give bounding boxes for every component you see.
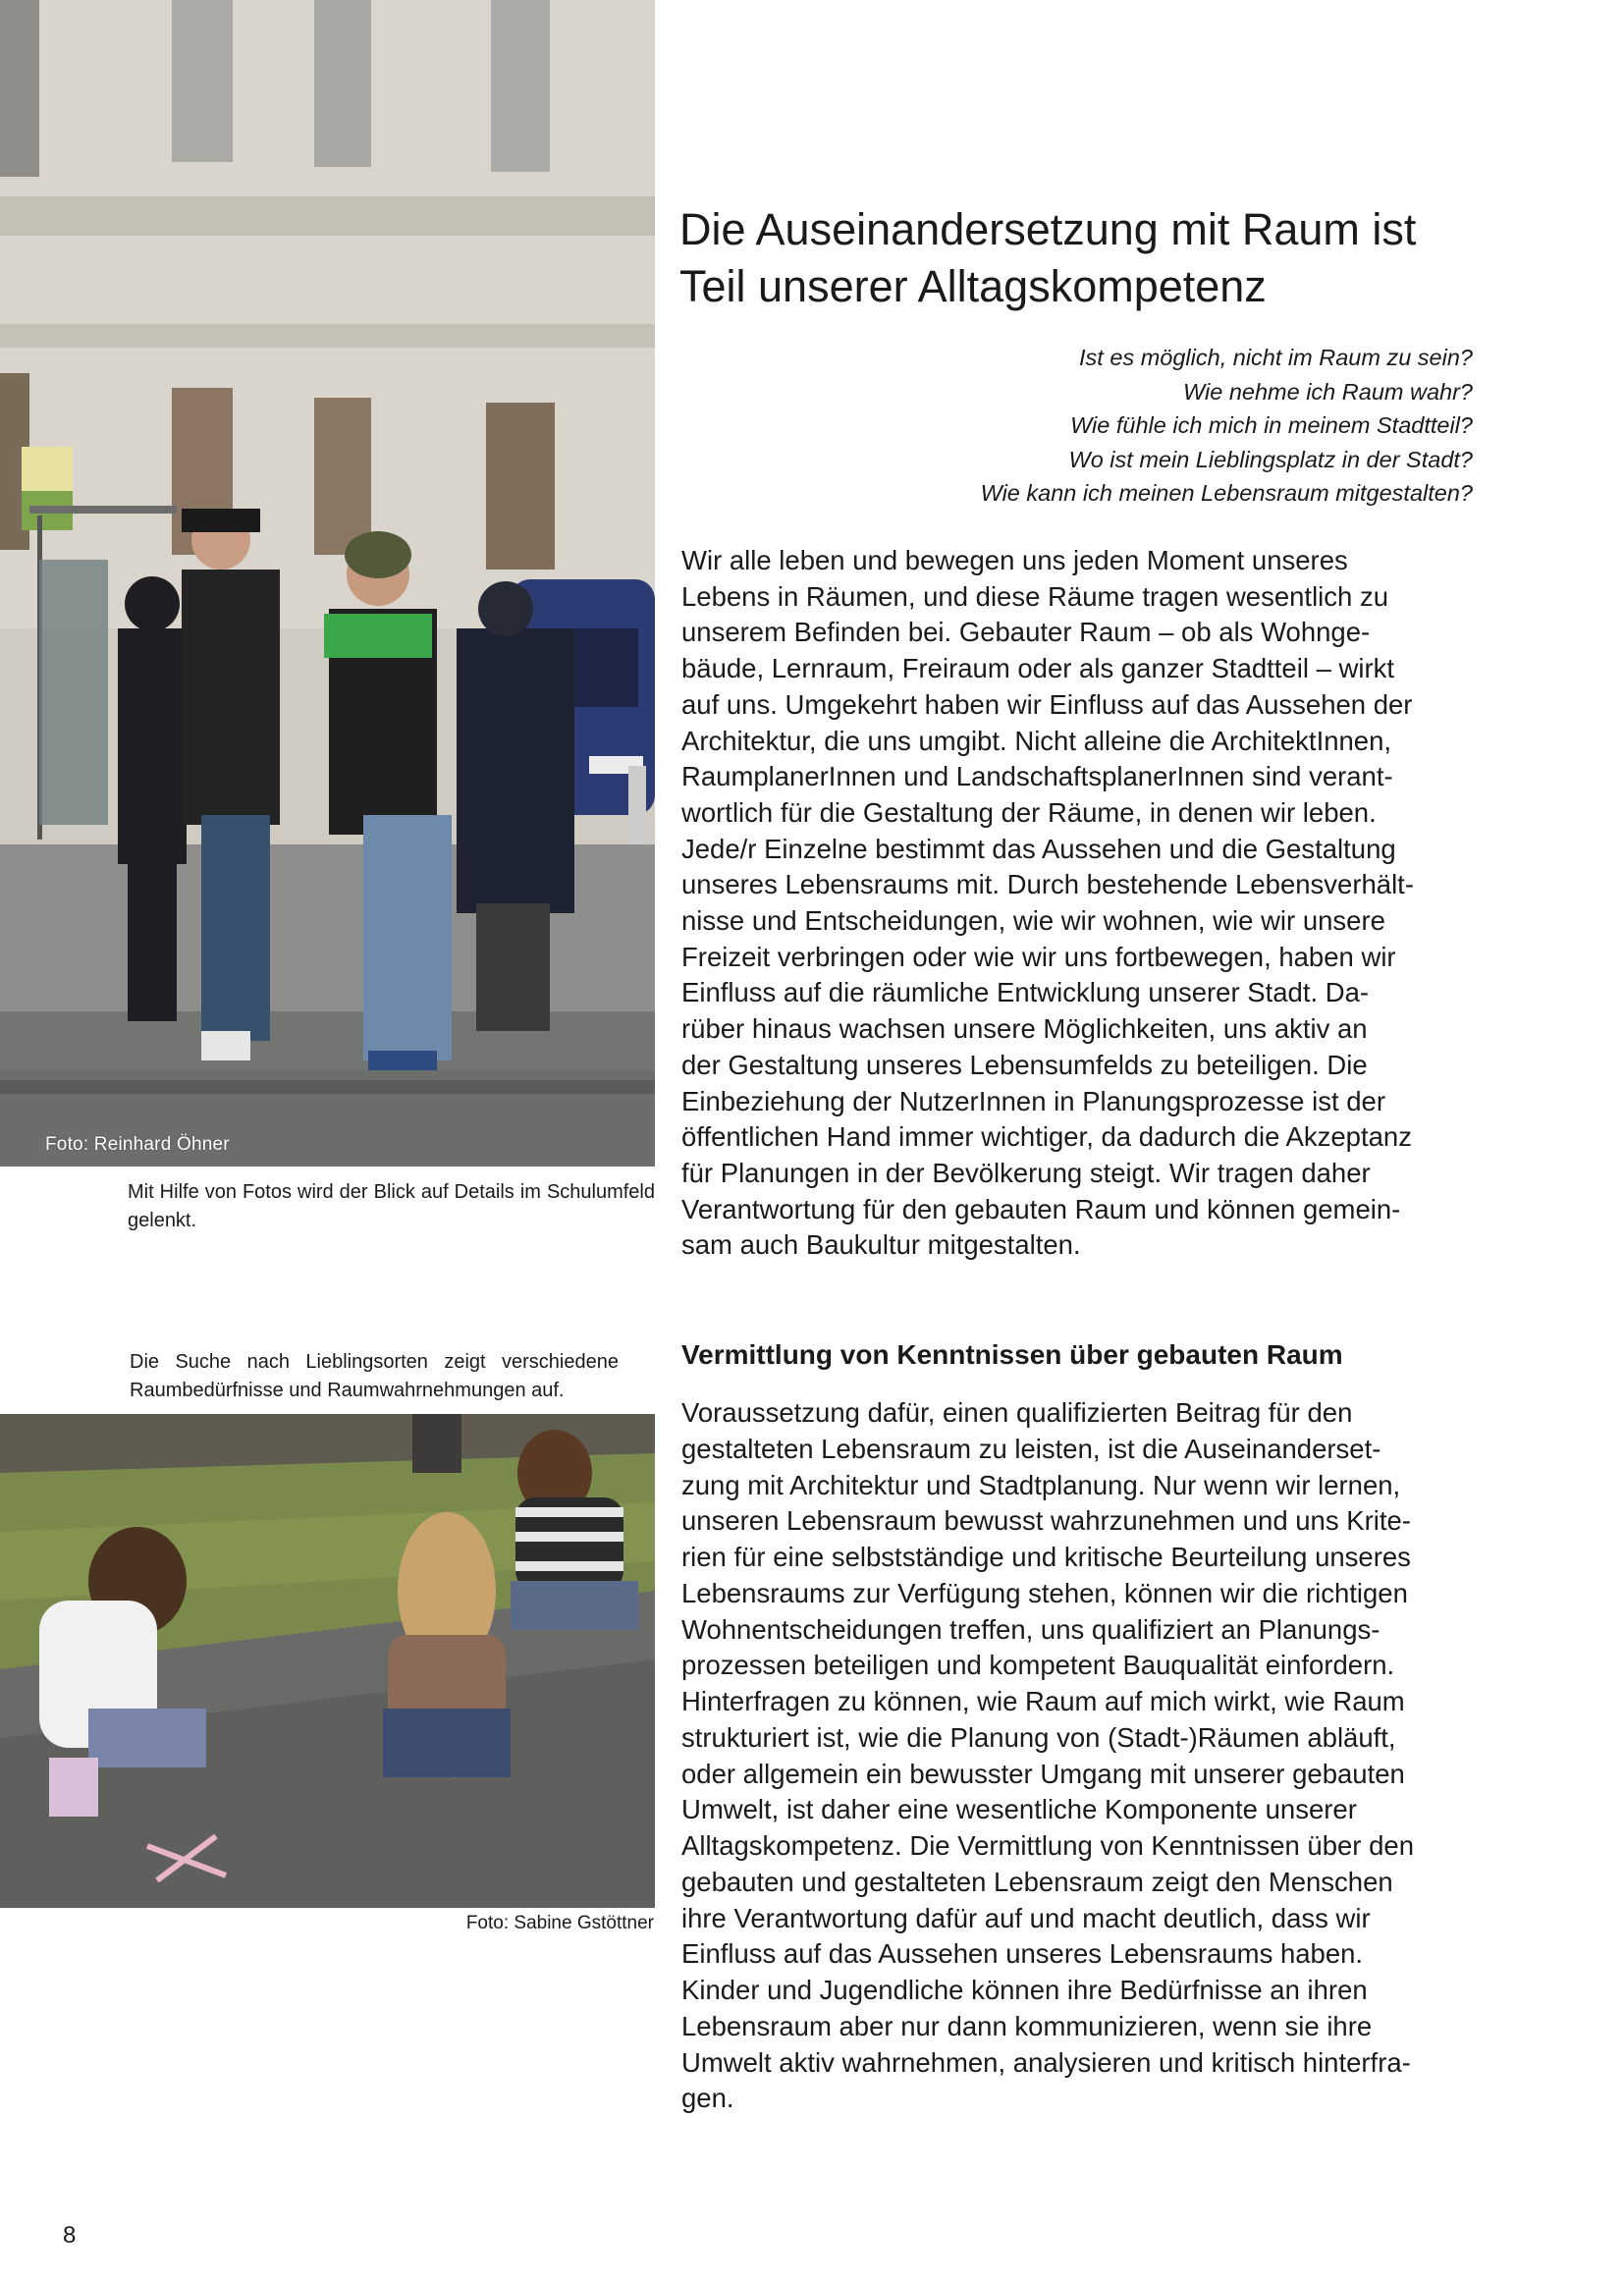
text-line: nisse und Entscheidungen, wie wir wohnen, wie wir unsere <box>681 905 1385 937</box>
body-paragraph-2 <box>681 1395 1496 2117</box>
text-line: Lebensraums zur Verfügung stehen, können wir die richtigen <box>681 1577 1408 1608</box>
text-line: Lebensraum aber nur dann kommunizieren, wenn sie ihre <box>681 2010 1373 2041</box>
text-line: rüber hinaus wachsen unsere Möglichkeiten, uns aktiv an <box>681 1013 1368 1045</box>
question-line: Ist es möglich, nicht im Raum zu sein? <box>1079 345 1473 370</box>
photo-caption: Mit Hilfe von Fotos wird der Blick auf Details im Schulumfeld gelenkt. <box>128 1181 655 1231</box>
text-line: oder allgemein ein bewusster Umgang mit unserer gebauten <box>681 1758 1405 1789</box>
text-line: Einbeziehung der NutzerInnen in Planungsprozesse ist der <box>681 1085 1385 1116</box>
text-line: Hinterfragen zu können, wie Raum auf mich wirkt, wie Raum <box>681 1686 1405 1716</box>
page-number: 8 <box>63 2222 77 2249</box>
text-line: zung mit Architektur und Stadtplanung. Nur wenn wir lernen, <box>681 1469 1401 1500</box>
text-line: RaumplanerInnen und LandschaftsplanerInnen sind verant- <box>681 761 1393 792</box>
question-line: Wie kann ich meinen Lebensraum mitgestalten? <box>980 480 1473 506</box>
photo-street-scene <box>0 0 655 1167</box>
text-line: unserem Befinden bei. Gebauter Raum – ob als Wohnge- <box>681 617 1371 648</box>
text-line: wortlich für die Gestaltung der Räume, in denen wir leben. <box>681 796 1377 828</box>
question-line: Wie fühle ich mich in meinem Stadtteil? <box>1070 412 1473 438</box>
text-line: gestalteten Lebensraum zu leisten, ist die Auseinanderset- <box>681 1433 1381 1464</box>
text-line: Freizeit verbringen oder wie wir uns fortbewegen, haben wir <box>681 941 1396 972</box>
body-paragraph-1 <box>681 543 1496 1264</box>
photo-credit: Foto: Reinhard Öhner <box>45 1134 230 1155</box>
intro-questions <box>679 341 1473 511</box>
text-line: Alltagskompetenz. Die Vermittlung von Kenntnissen über den <box>681 1830 1414 1861</box>
text-line: Verantwortung für den gebauten Raum und können gemein- <box>681 1193 1401 1224</box>
page-title <box>679 201 1583 315</box>
text-line: gen. <box>681 2083 734 2114</box>
text-line: bäude, Lernraum, Freiraum oder als ganzer Stadtteil – wirkt <box>681 653 1395 684</box>
question-line: Wo ist mein Lieblingsplatz in der Stadt? <box>1068 446 1473 472</box>
text-line: öffentlichen Hand immer wichtiger, da dadurch die Akzeptanz <box>681 1121 1412 1153</box>
photo-caption: Die Suche nach Lieblingsorten zeigt verschiedene Raumbedürfnisse und Raumwahrnehmungen auf. <box>130 1351 619 1401</box>
question-line: Wie nehme ich Raum wahr? <box>1183 378 1473 405</box>
text-line: auf uns. Umgekehrt haben wir Einfluss auf das Aussehen der <box>681 688 1413 720</box>
text-line: Kinder und Jugendliche können ihre Bedürfnisse an ihren <box>681 1975 1368 2005</box>
text-line: rien für eine selbstständige und kritische Beurteilung unseres <box>681 1542 1411 1572</box>
text-line: gebauten und gestalteten Lebensraum zeigt den Menschen <box>681 1866 1393 1897</box>
street-scene-illustration <box>0 0 655 1167</box>
text-line: Wohnentscheidungen treffen, uns qualifiziert an Planungs- <box>681 1613 1380 1645</box>
text-line: unseren Lebensraum bewusst wahrzunehmen und uns Krite- <box>681 1505 1411 1537</box>
photo-children-chalk <box>0 1414 655 1908</box>
title-line-1: Die Auseinandersetzung mit Raum ist <box>679 204 1417 254</box>
text-line: ihre Verantwortung dafür auf und macht deutlich, dass wir <box>681 1902 1371 1933</box>
text-line: unseres Lebensraums mit. Durch bestehende Lebensverhält- <box>681 869 1414 900</box>
text-line: der Gestaltung unseres Lebensumfelds zu beteiligen. Die <box>681 1049 1368 1080</box>
section-heading: Vermittlung von Kenntnissen über gebauten Raum <box>681 1339 1343 1370</box>
title-line-2: Teil unserer Alltagskompetenz <box>679 261 1267 311</box>
text-line: Jede/r Einzelne bestimmt das Aussehen und die Gestaltung <box>681 833 1396 864</box>
text-line: sam auch Baukultur mitgestalten. <box>681 1229 1081 1261</box>
text-line: Wir alle leben und bewegen uns jeden Moment unseres <box>681 545 1348 575</box>
text-line: strukturiert ist, wie die Planung von (Stadt-)Räumen abläuft, <box>681 1721 1396 1753</box>
text-line: Einfluss auf die räumliche Entwicklung unserer Stadt. Da- <box>681 977 1370 1008</box>
text-line: Voraussetzung dafür, einen qualifizierten Beitrag für den <box>681 1397 1353 1428</box>
text-line: Umwelt aktiv wahrnehmen, analysieren und kritisch hinterfra- <box>681 2046 1411 2078</box>
text-line: Umwelt, ist daher eine wesentliche Komponente unserer <box>681 1794 1357 1825</box>
children-chalk-illustration <box>0 1414 655 1908</box>
photo-credit: Foto: Sabine Gstöttner <box>465 1913 654 1933</box>
text-line: Lebens in Räumen, und diese Räume tragen wesentlich zu <box>681 580 1389 612</box>
text-line: für Planungen in der Bevölkerung steigt. Wir tragen daher <box>681 1157 1371 1188</box>
text-line: Einfluss auf das Aussehen unseres Lebensraums haben. <box>681 1938 1364 1970</box>
text-line: Architektur, die uns umgibt. Nicht alleine die ArchitektInnen, <box>681 725 1392 756</box>
text-line: prozessen beteiligen und kompetent Bauqualität einfordern. <box>681 1650 1395 1681</box>
